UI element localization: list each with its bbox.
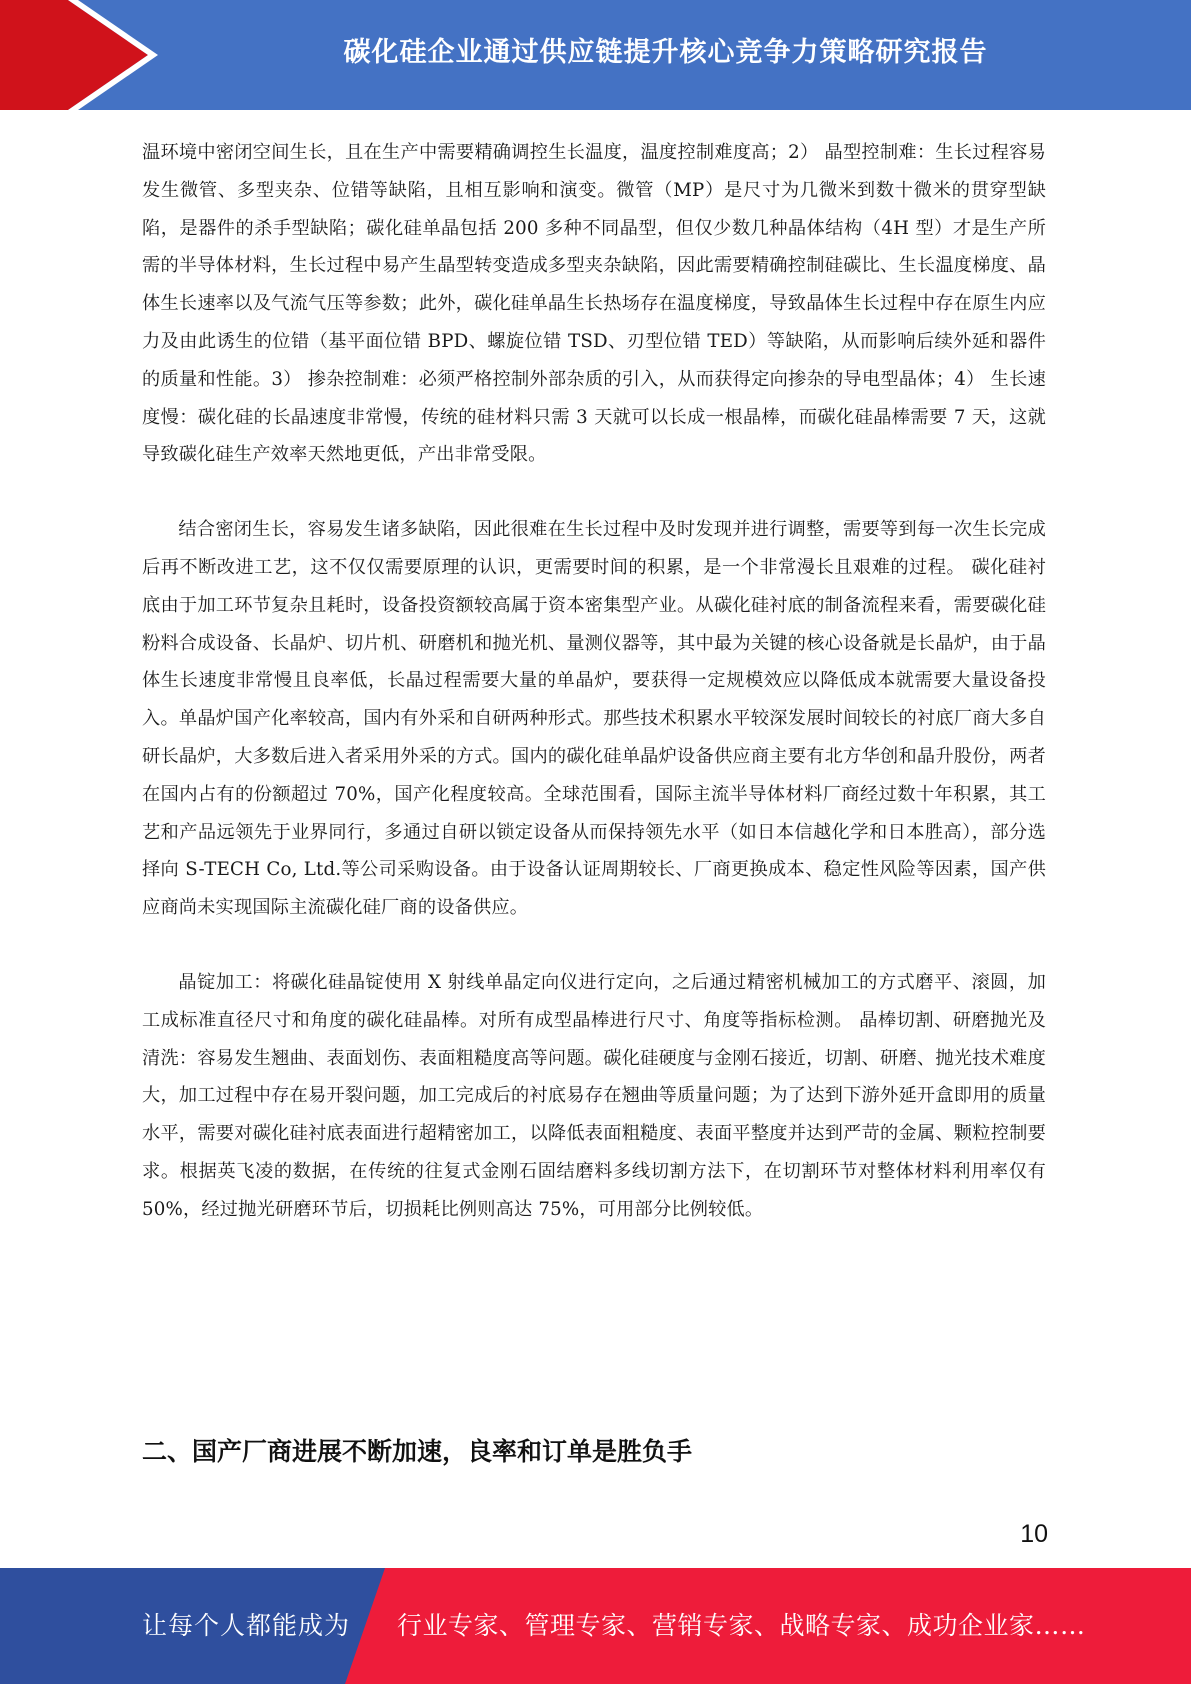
page-header: [0, 0, 1191, 110]
footer-slogan-right: 行业专家、管理专家、营销专家、战略专家、成功企业家……: [397, 1611, 1086, 1640]
footer-slogan-left: 让每个人都能成为: [142, 1611, 351, 1640]
paragraph: 晶锭加工：将碳化硅晶锭使用 X 射线单晶定向仪进行定向，之后通过精密机械加工的方式磨平、滚圆，加工成标准直径尺寸和角度的碳化硅晶棒。对所有成型晶棒进行尺寸、角度等指标检测。 晶棒切割、研磨抛光及清洗：容易发生翘曲、表面划伤、表面粗糙度高等问题。碳化硅硬度与金刚石接近，切割、研磨、抛光技术难度大，加工过程中存在易开裂问题，加工完成后的衬底易存在翘曲等质量问题；为了达到下游外延开盒即用的质量水平，需要对碳化硅衬底表面进行超精密加工，以降低表面粗糙度、表面平整度并达到严苛的金属、颗粒控制要求。根据英飞凌的数据，在传统的往复式金刚石固结磨料多线切割方法下，在切割环节对整体材料利用率仅有 50%，经过抛光研磨环节后，切损耗比例则高达 75%，可用部分比例较低。: [142, 971, 1046, 1220]
page-number: 10: [1020, 1520, 1048, 1548]
chevron-arrow-icon: [0, 0, 160, 110]
page-footer: [0, 1568, 1191, 1684]
document-body: [142, 134, 1046, 1229]
section-heading: 二、国产厂商进展不断加速，良率和订单是胜负手: [142, 1437, 693, 1466]
paragraph: 温环境中密闭空间生长，且在生产中需要精确调控生长温度，温度控制难度高；2） 晶型控制难：生长过程容易发生微管、多型夹杂、位错等缺陷，且相互影响和演变。微管（MP）是尺寸为几微米到数十微米的贯穿型缺陷，是器件的杀手型缺陷；碳化硅单晶包括 200 多种不同晶型，但仅少数几种晶体结构（4H 型）才是生产所需的半导体材料，生长过程中易产生晶型转变造成多型夹杂缺陷，因此需要精确控制硅碳比、生长温度梯度、晶体生长速率以及气流气压等参数；此外，碳化硅单晶生长热场存在温度梯度，导致晶体生长过程中存在原生内应力及由此诱生的位错（基平面位错 BPD、螺旋位错 TSD、刃型位错 TED）等缺陷，从而影响后续外延和器件的质量和性能。3） 掺杂控制难：必须严格控制外部杂质的引入，从而获得定向掺杂的导电型晶体；4） 生长速度慢：碳化硅的长晶速度非常慢，传统的硅材料只需 3 天就可以长成一根晶棒，而碳化硅晶棒需要 7 天，这就导致碳化硅生产效率天然地更低，产出非常受限。: [142, 142, 1046, 466]
report-title: 碳化硅企业通过供应链提升核心竞争力策略研究报告: [343, 37, 988, 68]
paragraph: 结合密闭生长，容易发生诸多缺陷，因此很难在生长过程中及时发现并进行调整，需要等到每一次生长完成后再不断改进工艺，这不仅仅需要原理的认识，更需要时间的积累，是一个非常漫长且艰难的过程。 碳化硅衬底由于加工环节复杂且耗时，设备投资额较高属于资本密集型产业。从碳化硅衬底的制备流程来看，需要碳化硅粉料合成设备、长晶炉、切片机、研磨机和抛光机、量测仪器等，其中最为关键的核心设备就是长晶炉，由于晶体生长速度非常慢且良率低，长晶过程需要大量的单晶炉，要获得一定规模效应以降低成本就需要大量设备投入。单晶炉国产化率较高，国内有外采和自研两种形式。那些技术积累水平较深发展时间较长的衬底厂商大多自研长晶炉，大多数后进入者采用外采的方式。国内的碳化硅单晶炉设备供应商主要有北方华创和晶升股份，两者在国内占有的份额超过 70%，国产化程度较高。全球范围看，国际主流半导体材料厂商经过数十年积累，其工艺和产品远领先于业界同行，多通过自研以锁定设备从而保持领先水平（如日本信越化学和日本胜高），部分选择向 S-TECH Co, Ltd.等公司采购设备。由于设备认证周期较长、厂商更换成本、稳定性风险等因素，国产供应商尚未实现国际主流碳化硅厂商的设备供应。: [142, 519, 1046, 919]
